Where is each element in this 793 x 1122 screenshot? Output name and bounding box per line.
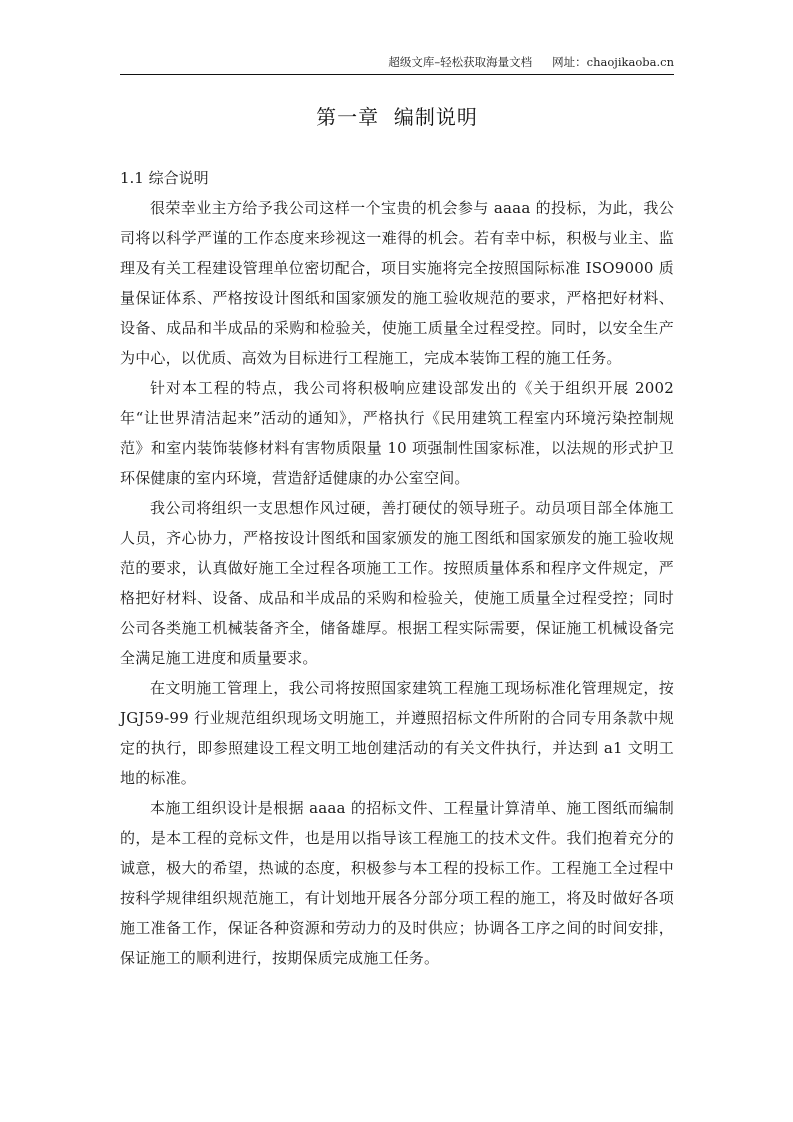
page-header xyxy=(120,54,674,75)
chapter-title: 第一章 编制说明 xyxy=(316,105,478,129)
section-heading xyxy=(120,163,674,193)
header-url-label: 网址： xyxy=(552,55,587,69)
paragraph-2: 针对本工程的特点，我公司将积极响应建设部发出的《关于组织开展 2002 年“让世界清洁起来”活动的通知》，严格执行《民用建筑工程室内环境污染控制规范》和室内装饰装修材料有害物质限量 10 项强制性国家标准，以法规的形式护卫环保健康的室内环境，营造舒适健康的办公室空间。 xyxy=(120,379,674,487)
paragraph-4: 在文明施工管理上，我公司将按照国家建筑工程施工现场标准化管理规定，按 JGJ59-99 行业规范组织现场文明施工，并遵照招标文件所附的合同专用条款中规定的执行，即参照建设工程文明工地创建活动的有关文件执行，并达到 a1 文明工地的标准。 xyxy=(120,679,674,787)
header-site-name: 超级文库–轻松获取海量文档 xyxy=(388,55,533,69)
paragraph-3: 我公司将组织一支思想作风过硬，善打硬仗的领导班子。动员项目部全体施工人员，齐心协力，严格按设计图纸和国家颁发的施工图纸和国家颁发的施工验收规范的要求，认真做好施工全过程各项施工工作。按照质量体系和程序文件规定，严格把好材料、设备、成品和半成品的采购和检验关，使施工质量全过程受控；同时公司各类施工机械装备齐全，储备雄厚。根据工程实际需要，保证施工机械设备完全满足施工进度和质量要求。 xyxy=(120,499,674,667)
paragraph-1: 很荣幸业主方给予我公司这样一个宝贵的机会参与 aaaa 的投标，为此，我公司将以科学严谨的工作态度来珍视这一难得的机会。若有幸中标，积极与业主、监理及有关工程建设管理单位密切配合，项目实施将完全按照国际标准 ISO9000 质量保证体系、严格按设计图纸和国家颁发的施工验收规范的要求，严格把好材料、设备、成品和半成品的采购和检验关，使施工质量全过程受控。同时，以安全生产为中心，以优质、高效为目标进行工程施工，完成本装饰工程的施工任务。 xyxy=(120,199,674,367)
section-number: 1.1 xyxy=(120,169,144,187)
header-url: chaojikaoba.cn xyxy=(586,55,674,69)
document-body xyxy=(120,163,674,973)
paragraph-5: 本施工组织设计是根据 aaaa 的招标文件、工程量计算清单、施工图纸而编制的，是本工程的竞标文件，也是用以指导该工程施工的技术文件。我们抱着充分的诚意，极大的希望，热诚的态度，积极参与本工程的投标工作。工程施工全过程中按科学规律组织规范施工，有计划地开展各分部分项工程的施工，将及时做好各项施工准备工作，保证各种资源和劳动力的及时供应；协调各工序之间的时间安排，保证施工的顺利进行，按期保质完成施工任务。 xyxy=(120,799,674,967)
section-title: 综合说明 xyxy=(148,169,209,187)
